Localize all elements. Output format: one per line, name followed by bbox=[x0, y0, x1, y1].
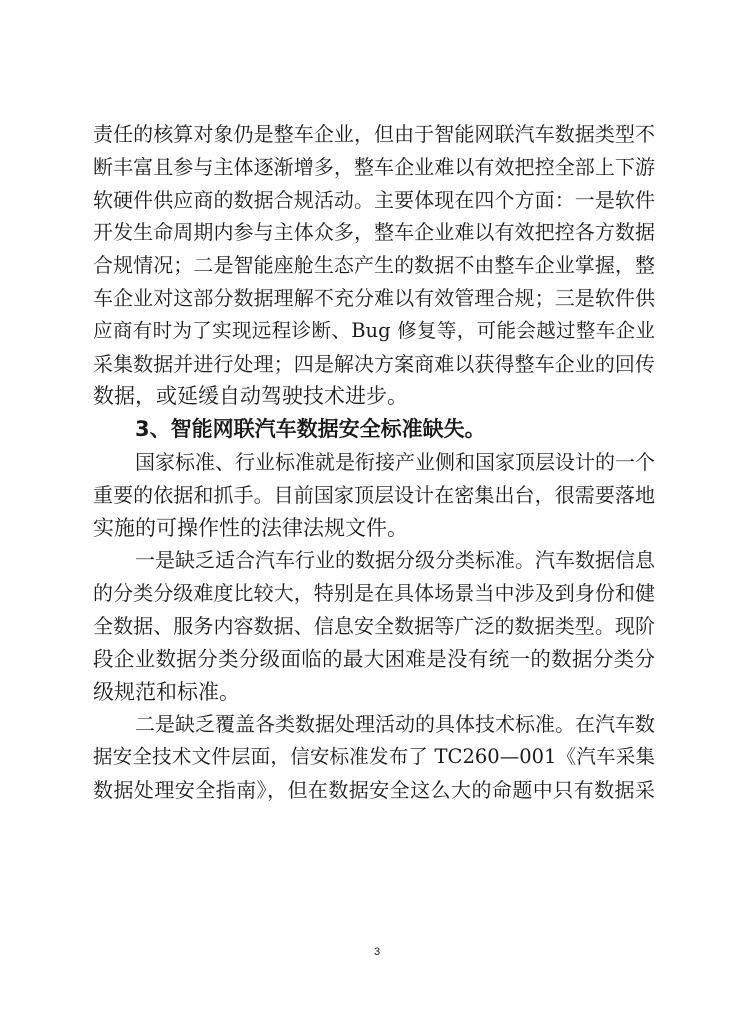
text-line: 国家标准、行业标准就是衔接产业侧和国家顶层设计的一个 bbox=[135, 449, 655, 474]
text-line: 数据处理安全指南》，但在数据安全这么大的命题中只有数据采 bbox=[93, 777, 655, 802]
section-heading: 3、智能网联汽车数据安全标准缺失。 bbox=[135, 417, 486, 442]
text-line: 一是缺乏适合汽车行业的数据分级分类标准。汽车数据信息 bbox=[135, 548, 655, 573]
text-line: 应商有时为了实现远程诊断、Bug 修复等，可能会越过整车企业 bbox=[93, 318, 655, 342]
text-line: 采集数据并进行处理；四是解决方案商难以获得整车企业的回传 bbox=[93, 351, 655, 376]
text-line: 二是缺乏覆盖各类数据处理活动的具体技术标准。在汽车数 bbox=[135, 712, 655, 737]
text-line: 软硬件供应商的数据合规活动。主要体现在四个方面：一是软件 bbox=[93, 187, 655, 212]
text-line: 责任的核算对象仍是整车企业，但由于智能网联汽车数据类型不 bbox=[93, 122, 655, 146]
text-line: 开发生命周期内参与主体众多，整车企业难以有效把控各方数据 bbox=[93, 220, 655, 245]
text-line: 段企业数据分类分级面临的最大困难是没有统一的数据分类分 bbox=[93, 646, 655, 671]
text-line: 全数据、服务内容数据、信息安全数据等广泛的数据类型。现阶 bbox=[93, 613, 655, 638]
text-line: 实施的可操作性的法律法规文件。 bbox=[93, 515, 408, 540]
text-line: 数据，或延缓自动驾驶技术进步。 bbox=[93, 384, 408, 409]
page-number: 3 bbox=[373, 946, 381, 958]
text-line: 的分类分级难度比较大，特别是在具体场景当中涉及到身份和健 bbox=[93, 581, 655, 606]
text-line: 据安全技术文件层面，信安标准发布了 TC260—001《汽车采集 bbox=[93, 745, 655, 769]
text-line: 合规情况；二是智能座舱生态产生的数据不由整车企业掌握，整 bbox=[93, 253, 655, 278]
body-text bbox=[93, 118, 655, 807]
text-line: 断丰富且参与主体逐渐增多，整车企业难以有效把控全部上下游 bbox=[93, 154, 655, 179]
text-line: 车企业对这部分数据理解不充分难以有效管理合规；三是软件供 bbox=[93, 285, 655, 310]
text-line: 重要的依据和抓手。目前国家顶层设计在密集出台，很需要落地 bbox=[93, 482, 655, 507]
text-line: 级规范和标准。 bbox=[93, 679, 240, 704]
